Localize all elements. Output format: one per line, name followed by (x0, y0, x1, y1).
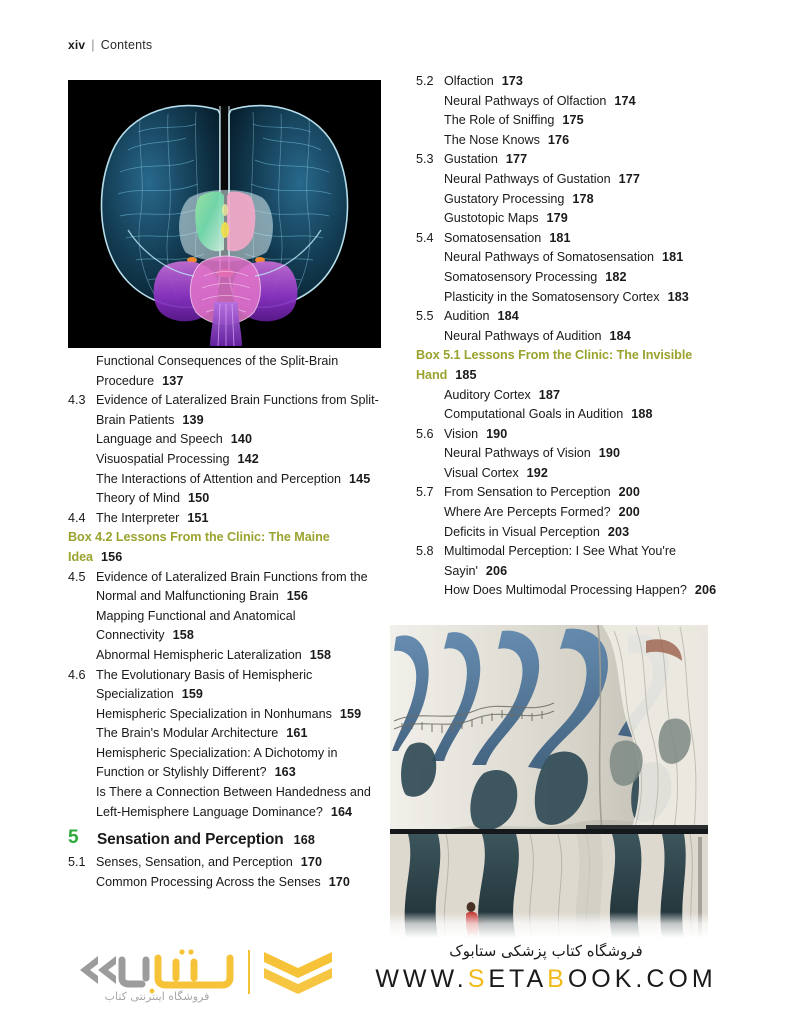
toc-entry[interactable] (416, 190, 732, 210)
toc-entry-title: Audition (444, 309, 490, 324)
toc-entry[interactable] (416, 111, 732, 131)
url-prefix: WWW. (375, 965, 468, 993)
toc-entry[interactable] (416, 523, 732, 543)
toc-entry-page: 170 (300, 855, 323, 870)
running-head-separator: | (91, 38, 95, 52)
toc-box-entry[interactable] (416, 346, 732, 385)
toc-entry-page: 177 (505, 152, 528, 167)
toc-entry[interactable] (416, 268, 732, 288)
toc-entry[interactable] (416, 444, 732, 464)
running-head (68, 38, 152, 52)
toc-entry-page: 184 (609, 328, 631, 343)
toc-entry-title: The Brain's Modular Architecture (96, 726, 279, 741)
toc-entry[interactable] (416, 464, 732, 484)
toc-entry[interactable] (68, 853, 384, 873)
toc-entry-page: 192 (526, 465, 548, 480)
toc-entry-number: 4.3 (68, 393, 86, 408)
toc-entry[interactable] (68, 646, 384, 666)
toc-entry-page: 145 (349, 471, 371, 486)
toc-entry-page: 173 (501, 74, 524, 88)
toc-entry-page: 187 (538, 387, 561, 402)
toc-entry-title: Plasticity in the Somatosensory Cortex (444, 289, 660, 304)
toc-entry[interactable] (416, 327, 732, 347)
toc-entry[interactable] (68, 607, 384, 646)
toc-entry-page: 190 (598, 446, 621, 461)
toc-entry[interactable] (416, 581, 732, 601)
toc-entry[interactable] (416, 386, 732, 406)
toc-entry-number: 5.8 (416, 544, 434, 559)
toc-entry-page: 150 (188, 491, 210, 506)
toc-entry-page: 200 (618, 505, 640, 520)
anatomical-brain-image (68, 80, 381, 348)
toc-entry[interactable] (68, 724, 384, 744)
toc-entry-title: Hemispheric Specialization: A Dichotomy in Function or Stylishly Different? (96, 745, 338, 780)
toc-entry[interactable] (416, 170, 732, 190)
toc-entry-page: 140 (230, 432, 253, 447)
toc-entry-title: Neural Pathways of Vision (444, 446, 591, 461)
toc-entry-number: 5.2 (416, 74, 434, 88)
toc-entry[interactable] (68, 470, 384, 490)
toc-entry-page: 175 (562, 113, 584, 128)
toc-entry-page: 170 (328, 874, 351, 889)
toc-entry-number: 5.6 (416, 426, 434, 441)
toc-entry-page: 151 (187, 510, 209, 525)
toc-entry-title: Evidence of Lateralized Brain Functions from the Normal and Malfunctioning Brain (96, 569, 368, 604)
toc-entry-number: 5.4 (416, 230, 434, 245)
toc-box-title: Box 5.1 Lessons From the Clinic: The Invisible Hand (416, 348, 693, 382)
toc-entry-page: 185 (455, 367, 477, 382)
toc-entry-page: 137 (162, 373, 184, 388)
toc-entry[interactable] (416, 288, 732, 308)
toc-entry-title: Mapping Functional and Anatomical Connectivity (96, 608, 296, 643)
toc-entry[interactable] (416, 483, 732, 503)
toc-entry-page: 161 (286, 726, 308, 741)
chevron-logo-icon (262, 950, 334, 998)
toc-entry[interactable] (68, 450, 384, 470)
toc-entry-title: Is There a Connection Between Handedness and Left-Hemisphere Language Dominance? (96, 785, 371, 819)
toc-entry[interactable] (416, 405, 732, 425)
toc-entry-page: 156 (101, 549, 123, 564)
toc-entry[interactable] (68, 430, 384, 450)
toc-entry-title: Neural Pathways of Audition (444, 328, 602, 343)
toc-entry-number: 4.6 (68, 667, 86, 682)
toc-entry-page: 178 (572, 191, 594, 206)
toc-entry-number: 4.4 (68, 510, 86, 525)
toc-entry-title: From Sensation to Perception (444, 485, 611, 500)
toc-entry-title: Visual Cortex (444, 465, 519, 480)
toc-entry-page: 168 (293, 833, 315, 848)
toc-entry-title: Somatosensory Processing (444, 269, 598, 284)
url-letter-b: B (547, 965, 568, 993)
setabook-logo[interactable] (72, 942, 372, 1008)
toc-entry-page: 158 (172, 628, 194, 643)
toc-entry-page: 183 (667, 289, 689, 304)
footer-url[interactable] (331, 964, 761, 994)
toc-entry-page: 181 (549, 230, 571, 245)
toc-entry[interactable] (68, 568, 384, 607)
logo-divider (248, 950, 250, 994)
toc-entry-title: Neural Pathways of Gustation (444, 171, 611, 186)
toc-entry-page: 163 (274, 765, 296, 780)
toc-entry[interactable] (416, 92, 732, 112)
toc-entry-number: 5.7 (416, 485, 434, 500)
toc-entry-page: 164 (330, 804, 353, 819)
toc-entry-number: 5.5 (416, 309, 434, 324)
running-head-title: Contents (100, 38, 153, 52)
toc-entry-page: 159 (181, 687, 204, 702)
toc-entry-title: Olfaction (444, 74, 494, 88)
toc-entry-title: Multimodal Perception: I See What You're Sayin' (444, 544, 677, 578)
toc-entry[interactable] (416, 209, 732, 229)
toc-chapter-entry[interactable] (68, 829, 384, 851)
toc-entry-title: Senses, Sensation, and Perception (96, 855, 293, 870)
toc-entry-number: 5.3 (416, 152, 434, 167)
chapter-number: 5 (68, 827, 79, 849)
toc-entry-title: Gustation (444, 152, 498, 167)
toc-entry-title: Auditory Cortex (444, 387, 531, 402)
toc-entry-page: 158 (309, 647, 332, 662)
toc-entry-title: Somatosensation (444, 230, 542, 245)
toc-entry-page: 188 (631, 407, 653, 422)
toc-entry[interactable] (416, 248, 732, 268)
toc-entry[interactable] (68, 744, 384, 783)
toc-entry-title: The Role of Sniffing (444, 113, 555, 128)
toc-entry-title: Theory of Mind (96, 491, 180, 506)
chapter-title: Sensation and Perception (97, 831, 284, 849)
toc-entry-title: Language and Speech (96, 432, 223, 447)
toc-column-right (416, 72, 732, 601)
toc-entry[interactable] (416, 72, 732, 92)
toc-entry[interactable] (68, 489, 384, 509)
toc-entry-page: 190 (486, 426, 508, 441)
footer-persian-line: فروشگاه کتاب پزشکی ستابوک (449, 942, 643, 960)
toc-entry-page: 156 (286, 589, 309, 604)
toc-entry[interactable] (416, 229, 732, 249)
toc-entry-title: The Nose Knows (444, 132, 540, 147)
toc-entry[interactable] (416, 425, 732, 445)
toc-entry-page: 179 (546, 211, 568, 226)
toc-entry[interactable] (68, 509, 384, 529)
distorted-facade-image (390, 625, 708, 938)
toc-entry[interactable] (68, 783, 384, 822)
toc-entry-page: 176 (547, 132, 570, 147)
toc-entry-title: Hemispheric Specialization in Nonhumans (96, 706, 332, 721)
toc-entry-page: 206 (485, 563, 508, 578)
toc-entry[interactable] (68, 873, 384, 893)
setabook-footer-text (331, 940, 761, 994)
toc-entry-title: Abnormal Hemispheric Lateralization (96, 647, 302, 662)
toc-entry-title: Common Processing Across the Senses (96, 874, 321, 889)
logo-tagline: فروشگاه اینترنتی کتاب (104, 990, 210, 1003)
toc-entry-page: 182 (605, 269, 627, 284)
toc-column-left (68, 352, 384, 892)
url-mid: ETA (488, 965, 548, 993)
toc-entry[interactable] (416, 131, 732, 151)
toc-entry-title: Functional Consequences of the Split-Brain Procedure (96, 354, 339, 388)
toc-entry-title: Deficits in Visual Perception (444, 524, 600, 539)
url-letter-s: S (467, 965, 489, 993)
toc-entry-number: 4.5 (68, 569, 86, 584)
toc-entry-page: 142 (237, 451, 259, 466)
toc-entry-title: Visuospatial Processing (96, 451, 230, 466)
toc-box-title: Box 4.2 Lessons From the Clinic: The Maine Idea (68, 530, 330, 564)
toc-entry[interactable] (68, 391, 384, 430)
url-suffix: OOK.COM (567, 965, 717, 993)
toc-entry-page: 159 (339, 706, 362, 721)
toc-entry-page: 203 (607, 524, 630, 539)
toc-entry[interactable] (416, 307, 732, 327)
toc-entry[interactable] (68, 666, 384, 705)
toc-entry-title: The Interpreter (96, 510, 180, 525)
toc-entry-page: 139 (182, 412, 204, 427)
toc-entry[interactable] (68, 352, 384, 391)
toc-entry-title: Neural Pathways of Olfaction (444, 93, 607, 108)
toc-entry-title: How Does Multimodal Processing Happen? (444, 583, 687, 598)
toc-entry-title: Where Are Percepts Formed? (444, 505, 611, 520)
toc-entry-title: Neural Pathways of Somatosensation (444, 250, 655, 265)
toc-entry-title: The Evolutionary Basis of Hemispheric Specialization (96, 667, 313, 702)
toc-entry[interactable] (416, 542, 732, 581)
toc-entry-title: Gustatory Processing (444, 191, 565, 206)
toc-entry-title: The Interactions of Attention and Perception (96, 471, 342, 486)
toc-entry-page: 206 (694, 583, 717, 598)
toc-entry-title: Gustotopic Maps (444, 211, 539, 226)
toc-entry-title: Vision (444, 426, 479, 441)
toc-entry-page: 184 (497, 309, 519, 324)
toc-entry[interactable] (416, 503, 732, 523)
toc-entry-number: 5.1 (68, 855, 86, 870)
toc-entry-title: Evidence of Lateralized Brain Functions from Split-Brain Patients (96, 393, 379, 427)
toc-entry-page: 177 (618, 171, 640, 186)
toc-entry-page: 200 (618, 485, 640, 500)
toc-entry-page: 181 (662, 250, 684, 265)
footer-watermark-band (0, 938, 789, 1010)
toc-entry[interactable] (416, 150, 732, 170)
toc-entry-page: 174 (614, 93, 636, 108)
toc-entry[interactable] (68, 705, 384, 725)
page-folio: xiv (68, 38, 86, 52)
toc-entry-title: Computational Goals in Audition (444, 407, 624, 422)
toc-box-entry[interactable] (68, 528, 384, 567)
